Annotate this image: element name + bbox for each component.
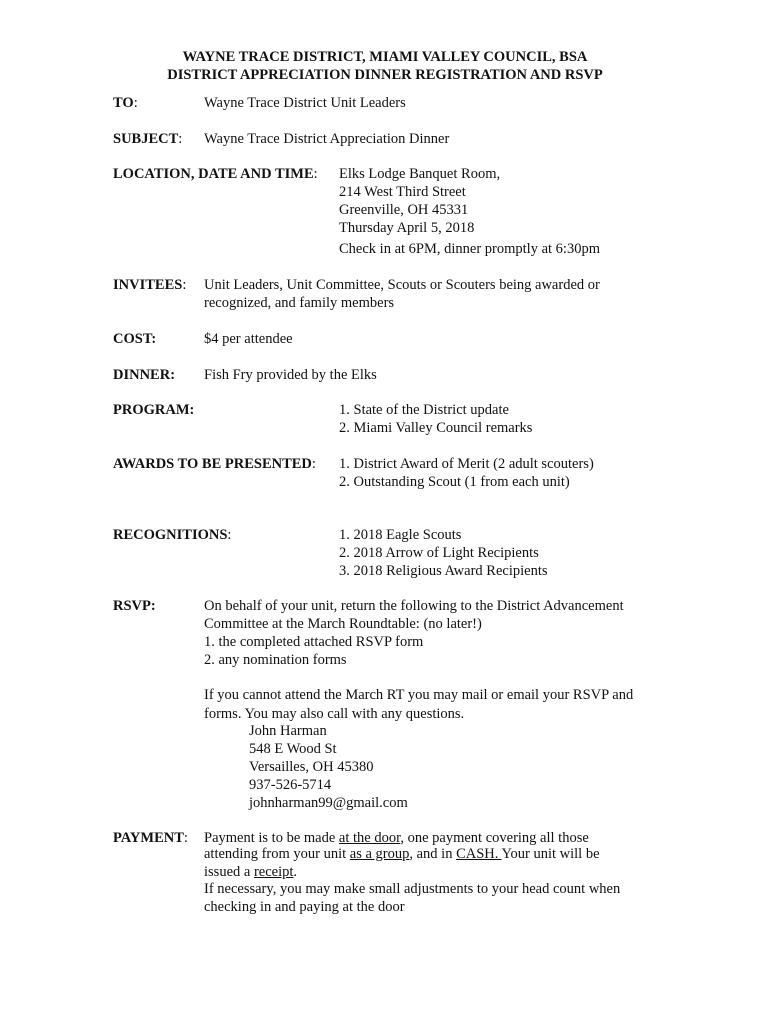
payment-line-3: issued a receipt. <box>204 864 298 880</box>
recognition-item: 1. 2018 Eagle Scouts <box>339 527 462 543</box>
payment-line-5: checking in and paying at the door <box>204 899 405 915</box>
location-line: Check in at 6PM, dinner promptly at 6:30pm <box>339 241 600 257</box>
subject-value: Wayne Trace District Appreciation Dinner <box>204 131 450 147</box>
location-line: Elks Lodge Banquet Room, <box>339 166 501 182</box>
program-item: 1. State of the District update <box>339 402 509 418</box>
recognitions-label: RECOGNITIONS: <box>113 527 232 543</box>
recognition-item: 3. 2018 Religious Award Recipients <box>339 563 548 579</box>
cost-value: $4 per attendee <box>204 331 293 347</box>
to-label: TO: <box>113 95 138 111</box>
invitees-label: INVITEES: <box>113 277 187 293</box>
contact-email[interactable]: johnharman99@gmail.com <box>249 795 408 811</box>
location-label: LOCATION, DATE AND TIME: <box>113 166 318 182</box>
location-line: 214 West Third Street <box>339 184 466 200</box>
location-line: Greenville, OH 45331 <box>339 202 469 218</box>
awards-label: AWARDS TO BE PRESENTED: <box>113 456 316 472</box>
payment-line-2: attending from your unit as a group, and in CASH. Your unit will be <box>204 846 600 862</box>
contact-city: Versailles, OH 45380 <box>249 759 374 775</box>
rsvp-label: RSVP: <box>113 598 156 614</box>
program-label: PROGRAM: <box>113 402 195 418</box>
recognition-item: 2. 2018 Arrow of Light Recipients <box>339 545 539 561</box>
cost-label: COST: <box>113 331 157 347</box>
subject-label: SUBJECT: <box>113 131 183 147</box>
rsvp-line: 2. any nomination forms <box>204 652 347 668</box>
invitees-line: Unit Leaders, Unit Committee, Scouts or Scouters being awarded or <box>204 277 600 293</box>
rsvp-mail-line: If you cannot attend the March RT you may mail or email your RSVP and <box>204 687 634 703</box>
rsvp-mail-line: forms. You may also call with any questions. <box>204 706 465 722</box>
payment-label: PAYMENT: <box>113 830 188 846</box>
award-item: 1. District Award of Merit (2 adult scouters) <box>339 456 594 472</box>
invitees-line: recognized, and family members <box>204 295 395 311</box>
payment-line-4: If necessary, you may make small adjustments to your head count when <box>204 881 621 897</box>
award-item: 2. Outstanding Scout (1 from each unit) <box>339 474 570 490</box>
contact-name: John Harman <box>249 723 327 739</box>
program-item: 2. Miami Valley Council remarks <box>339 420 533 436</box>
to-value: Wayne Trace District Unit Leaders <box>204 95 406 111</box>
document-title-line-2: DISTRICT APPRECIATION DINNER REGISTRATION AND RSVP <box>167 67 603 83</box>
rsvp-line: 1. the completed attached RSVP form <box>204 634 424 650</box>
dinner-value: Fish Fry provided by the Elks <box>204 367 377 383</box>
contact-street: 548 E Wood St <box>249 741 337 757</box>
document-title-line-1: WAYNE TRACE DISTRICT, MIAMI VALLEY COUNCIL, BSA <box>182 49 588 65</box>
location-line: Thursday April 5, 2018 <box>339 220 475 236</box>
payment-line-1: Payment is to be made at the door, one payment covering all those <box>204 830 589 846</box>
contact-phone: 937-526-5714 <box>249 777 332 793</box>
rsvp-line: On behalf of your unit, return the following to the District Advancement <box>204 598 624 614</box>
dinner-label: DINNER: <box>113 367 176 383</box>
rsvp-line: Committee at the March Roundtable: (no later!) <box>204 616 482 632</box>
